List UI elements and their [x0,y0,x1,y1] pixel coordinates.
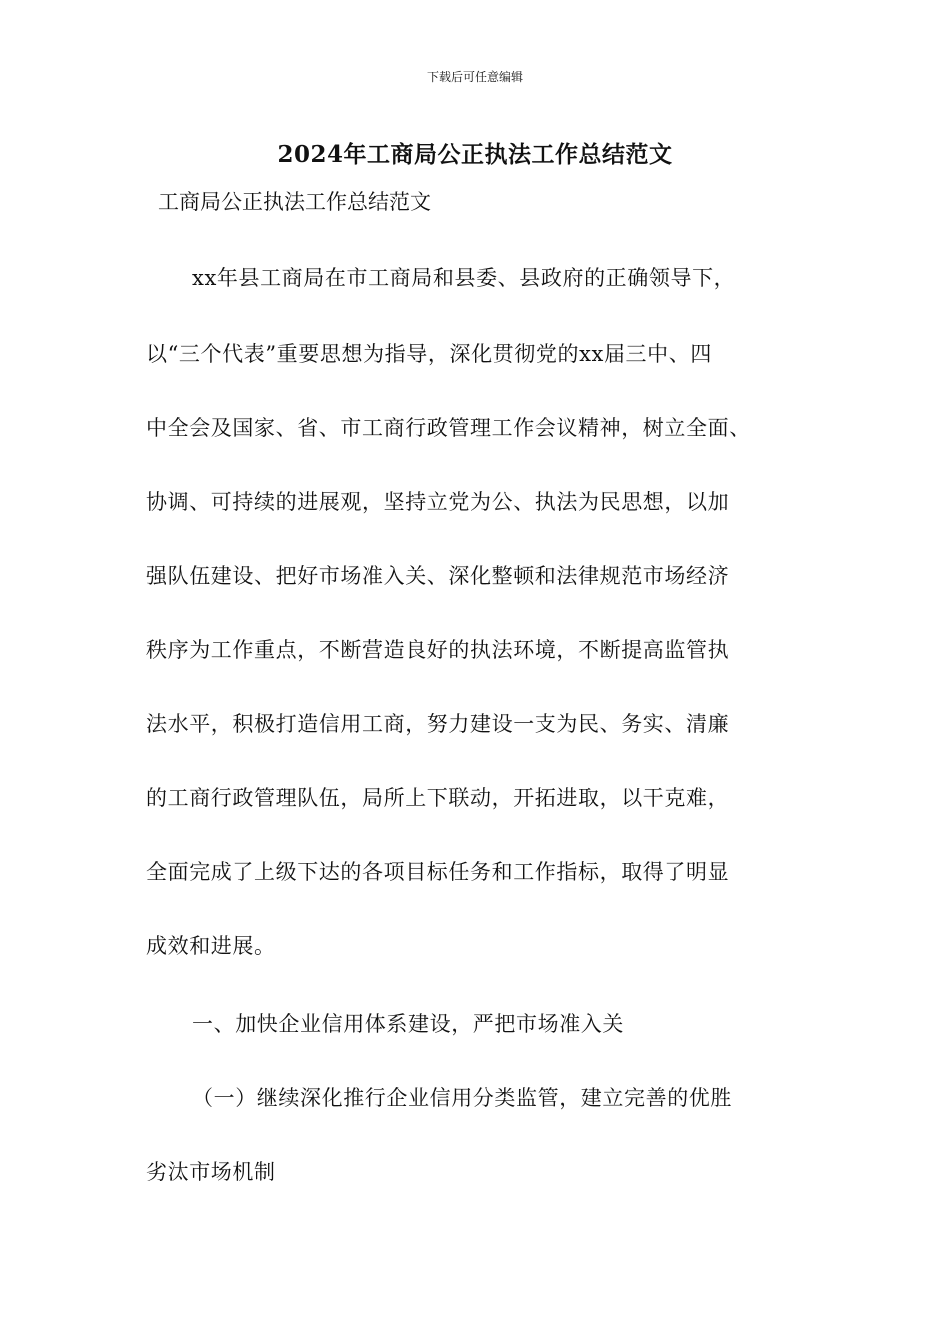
header-note: 下载后可任意编辑 [426,70,523,84]
document-subtitle: 工商局公正执法工作总结范文 [158,190,431,214]
paragraph-line: 秩序为工作重点，不断营造良好的执法环境，不断提高监管执 [146,638,730,662]
subsection-heading-line: （一）继续深化推行企业信用分类监管，建立完善的优胜 [192,1086,732,1110]
paragraph-line: 协调、可持续的进展观，坚持立党为公、执法为民思想，以加 [146,490,730,514]
paragraph-line: 中全会及国家、省、市工商行政管理工作会议精神，树立全面、 [146,416,751,440]
paragraph-line: 的工商行政管理队伍，局所上下联动，开拓进取，以干克难， [146,786,730,810]
paragraph-line: 成效和进展。 [146,934,276,958]
paragraph-line: xx年县工商局在市工商局和县委、县政府的正确领导下， [192,266,736,290]
section-heading: 一、加快企业信用体系建设，严把市场准入关 [192,1012,624,1036]
paragraph-line: 法水平，积极打造信用工商，努力建设一支为民、务实、清廉 [146,712,730,736]
subsection-heading-line: 劣汰市场机制 [146,1160,276,1184]
document-title: 2024年工商局公正执法工作总结范文 [277,141,673,168]
paragraph-line: 以“三个代表”重要思想为指导，深化贯彻党的xx届三中、四 [146,342,712,366]
paragraph-line: 全面完成了上级下达的各项目标任务和工作指标，取得了明显 [146,860,730,884]
paragraph-line: 强队伍建设、把好市场准入关、深化整顿和法律规范市场经济 [146,564,730,588]
